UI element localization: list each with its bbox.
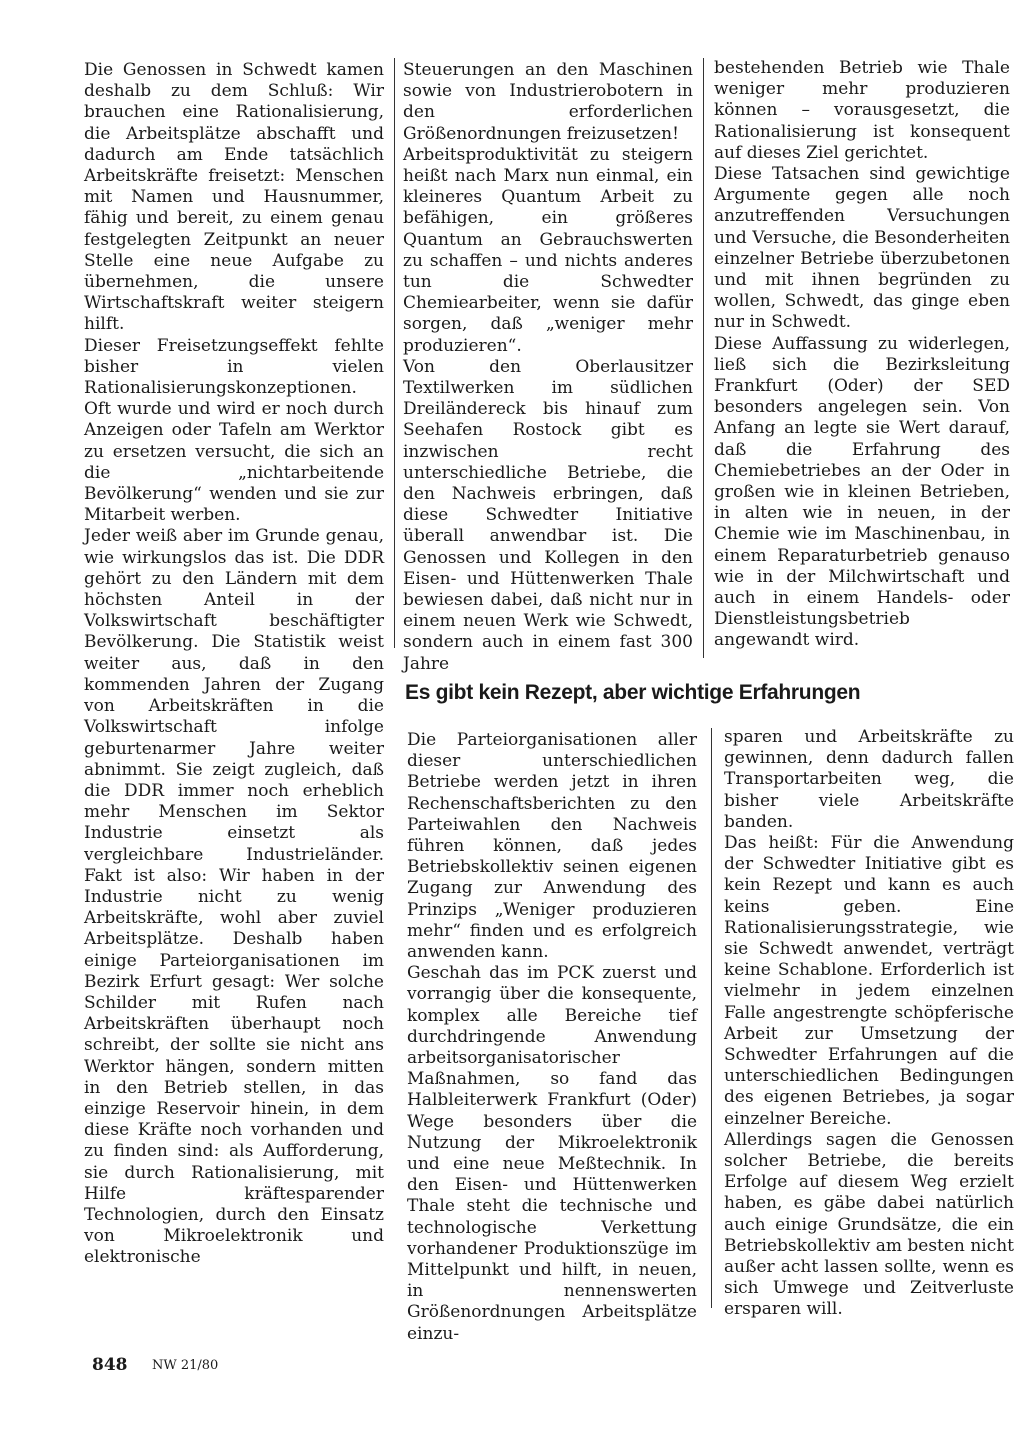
paragraph: Arbeitsproduktivität zu steigern heißt nach Marx nun einmal, ein kleineres Quantum Arbeit zu befähigen, ein größeres Quantum an Gebrauchswerten zu schaffen – und nichts anderes tun die Schwedter Chemiearbeiter, wenn sie dafür sorgen, daß „weniger mehr produzieren“. (403, 144, 693, 356)
column-4 (407, 730, 697, 1345)
paragraph: Diese Tatsachen sind gewichtige Argumente gegen alle noch anzutreffenden Versuchungen und Versuche, die Besonderheiten einzelner Betriebe überzubetonen und mit ihnen begründen zu wollen, Schwedt, das ginge eben nur in Schwedt. (714, 164, 1010, 333)
paragraph: Die Genossen in Schwedt kamen deshalb zu dem Schluß: Wir brauchen eine Rationalisierung, die Arbeitsplätze abschafft und dadurch am Ende tatsächlich Arbeitskräfte freisetzt: Menschen mit Namen und Hausnummer, fähig und bereit, zu einem genau festgelegten Zeitpunkt an neuer Stelle eine neue Aufgabe zu übernehmen, die unsere Wirtschaftskraft weiter steigern hilft. (84, 60, 384, 335)
issue-label: NW 21/80 (152, 1358, 219, 1373)
paragraph: Das heißt: Für die Anwendung der Schwedter Initiative gibt es kein Rezept und kann es auch keins geben. Eine Rationalisierungsstrategie, wie sie Schwedt anwendet, verträgt keine Schablone. Erforderlich ist vielmehr in jedem einzelnen Falle angestrengte schöpferische Arbeit zur Umsetzung der Schwedter Erfahrungen auf die unterschiedlichen Bedingungen des eigenen Betriebes, ja sogar einzelner Bereiche. (724, 833, 1014, 1129)
paragraph: sparen und Arbeitskräfte zu gewinnen, denn dadurch fallen Transportarbeiten weg, die bisher viele Arbeitskräfte banden. (724, 727, 1014, 832)
column-divider (703, 58, 704, 658)
column-5 (724, 727, 1014, 1321)
paragraph: bestehenden Betrieb wie Thale weniger mehr produzieren können – vorausgesetzt, die Rationalisierung ist konsequent auf dieses Ziel gerichtet. (714, 58, 1010, 163)
paragraph: Oft wurde und wird er noch durch Anzeigen oder Tafeln am Werktor zu ersetzen versucht, die sich an die „nichtarbeitende Bevölkerung“ wenden und sie zur Mitarbeit werben. (84, 399, 384, 526)
section-heading: Es gibt kein Rezept, aber wichtige Erfahrungen (405, 681, 861, 704)
column-3 (714, 58, 1010, 652)
column-divider (711, 728, 712, 1308)
column-1 (84, 60, 384, 1269)
paragraph: Die Parteiorganisationen aller dieser unterschiedlichen Betriebe werden jetzt in ihren Rechenschaftsberichten zu den Parteiwahlen den Nachweis führen können, daß jedes Betriebskollektiv seinen eigenen Zugang zur Anwendung des Prinzips „Weniger produzieren mehr“ finden und es erfolgreich anwenden kann. (407, 730, 697, 963)
page-number: 848 (92, 1355, 128, 1375)
paragraph: Von den Oberlausitzer Textilwerken im südlichen Dreiländereck bis hinauf zum Seehafen Rostock gibt es inzwischen recht unterschiedliche Betriebe, die den Nachweis erbringen, daß diese Schwedter Initiative überall anwendbar ist. Die Genossen und Kollegen in den Eisen- und Hüttenwerken Thale bewiesen dabei, daß nicht nur in einem neuen Werk wie Schwedt, sondern auch in einem fast 300 Jahre (403, 356, 693, 674)
column-2 (403, 60, 693, 675)
paragraph: Steuerungen an den Maschinen sowie von Industrierobotern in den erforderlichen Größenordnungen freizusetzen! (403, 60, 693, 144)
paragraph: Geschah das im PCK zuerst und vorrangig über die konsequente, komplex alle Bereiche tief durchdringende Anwendung arbeitsorganisatorischer Maßnahmen, so fand das Halbleiterwerk Frankfurt (Oder) Wege besonders über die Nutzung der Mikroelektronik und eine neue Meßtechnik. In den Eisen- und Hüttenwerken Thale steht die technische und technologische Verkettung vorhandener Produktionszüge im Mittelpunkt und hilft, in neuen, in nennenswerten Größenordnungen Arbeitsplätze einzu- (407, 963, 697, 1344)
paragraph: Allerdings sagen die Genossen solcher Betriebe, die bereits Erfolge auf diesem Weg erzielt haben, es gäbe dabei natürlich auch einige Grundsätze, die ein Betriebskollektiv am besten nicht außer acht lassen sollte, wenn es sich Umwege und Zeitverluste ersparen will. (724, 1129, 1014, 1320)
paragraph: Diese Auffassung zu widerlegen, ließ sich die Bezirksleitung Frankfurt (Oder) der SED besonders angelegen sein. Von Anfang an legte sie Wert darauf, daß die Erfahrung des Chemiebetriebes an der Oder in großen wie in kleinen Betrieben, in alten wie in neuen, in der Chemie wie im Maschinenbau, in einem Reparaturbetrieb genauso wie in der Milchwirtschaft und auch in einem Handels- oder Dienstleistungsbetrieb angewandt wird. (714, 333, 1010, 651)
paragraph: Dieser Freisetzungseffekt fehlte bisher in vielen Rationalisierungskonzeptionen. (84, 335, 384, 399)
paragraph: Jeder weiß aber im Grunde genau, wie wirkungslos das ist. Die DDR gehört zu den Ländern mit dem höchsten Anteil in der Volkswirtschaft beschäftigter Bevölkerung. Die Statistik weist weiter aus, daß in den kommenden Jahren der Zugang von Arbeitskräften in die Volkswirtschaft infolge geburtenarmer Jahre weiter abnimmt. Sie zeigt zugleich, daß die DDR immer noch erheblich mehr Menschen im Sektor Industrie einsetzt als vergleichbare Industrieländer. Fakt ist also: Wir haben in der Industrie nicht zu wenig Arbeitskräfte, wohl aber zuviel Arbeitsplätze. Deshalb haben einige Parteiorganisationen im Bezirk Erfurt gesagt: Wer solche Schilder mit Rufen nach Arbeitskräften überhaupt noch schreibt, der sollte sie nicht ans Werktor hängen, sondern mitten in den Betrieb stellen, in das einzige Reservoir hinein, in dem diese Kräfte noch vorhanden und zu finden sind: als Aufforderung, sie durch Rationalisierung, mit Hilfe kräftesparender Technologien, durch den Einsatz von Mikroelektronik und elektronische (84, 526, 384, 1268)
column-divider (394, 58, 395, 648)
